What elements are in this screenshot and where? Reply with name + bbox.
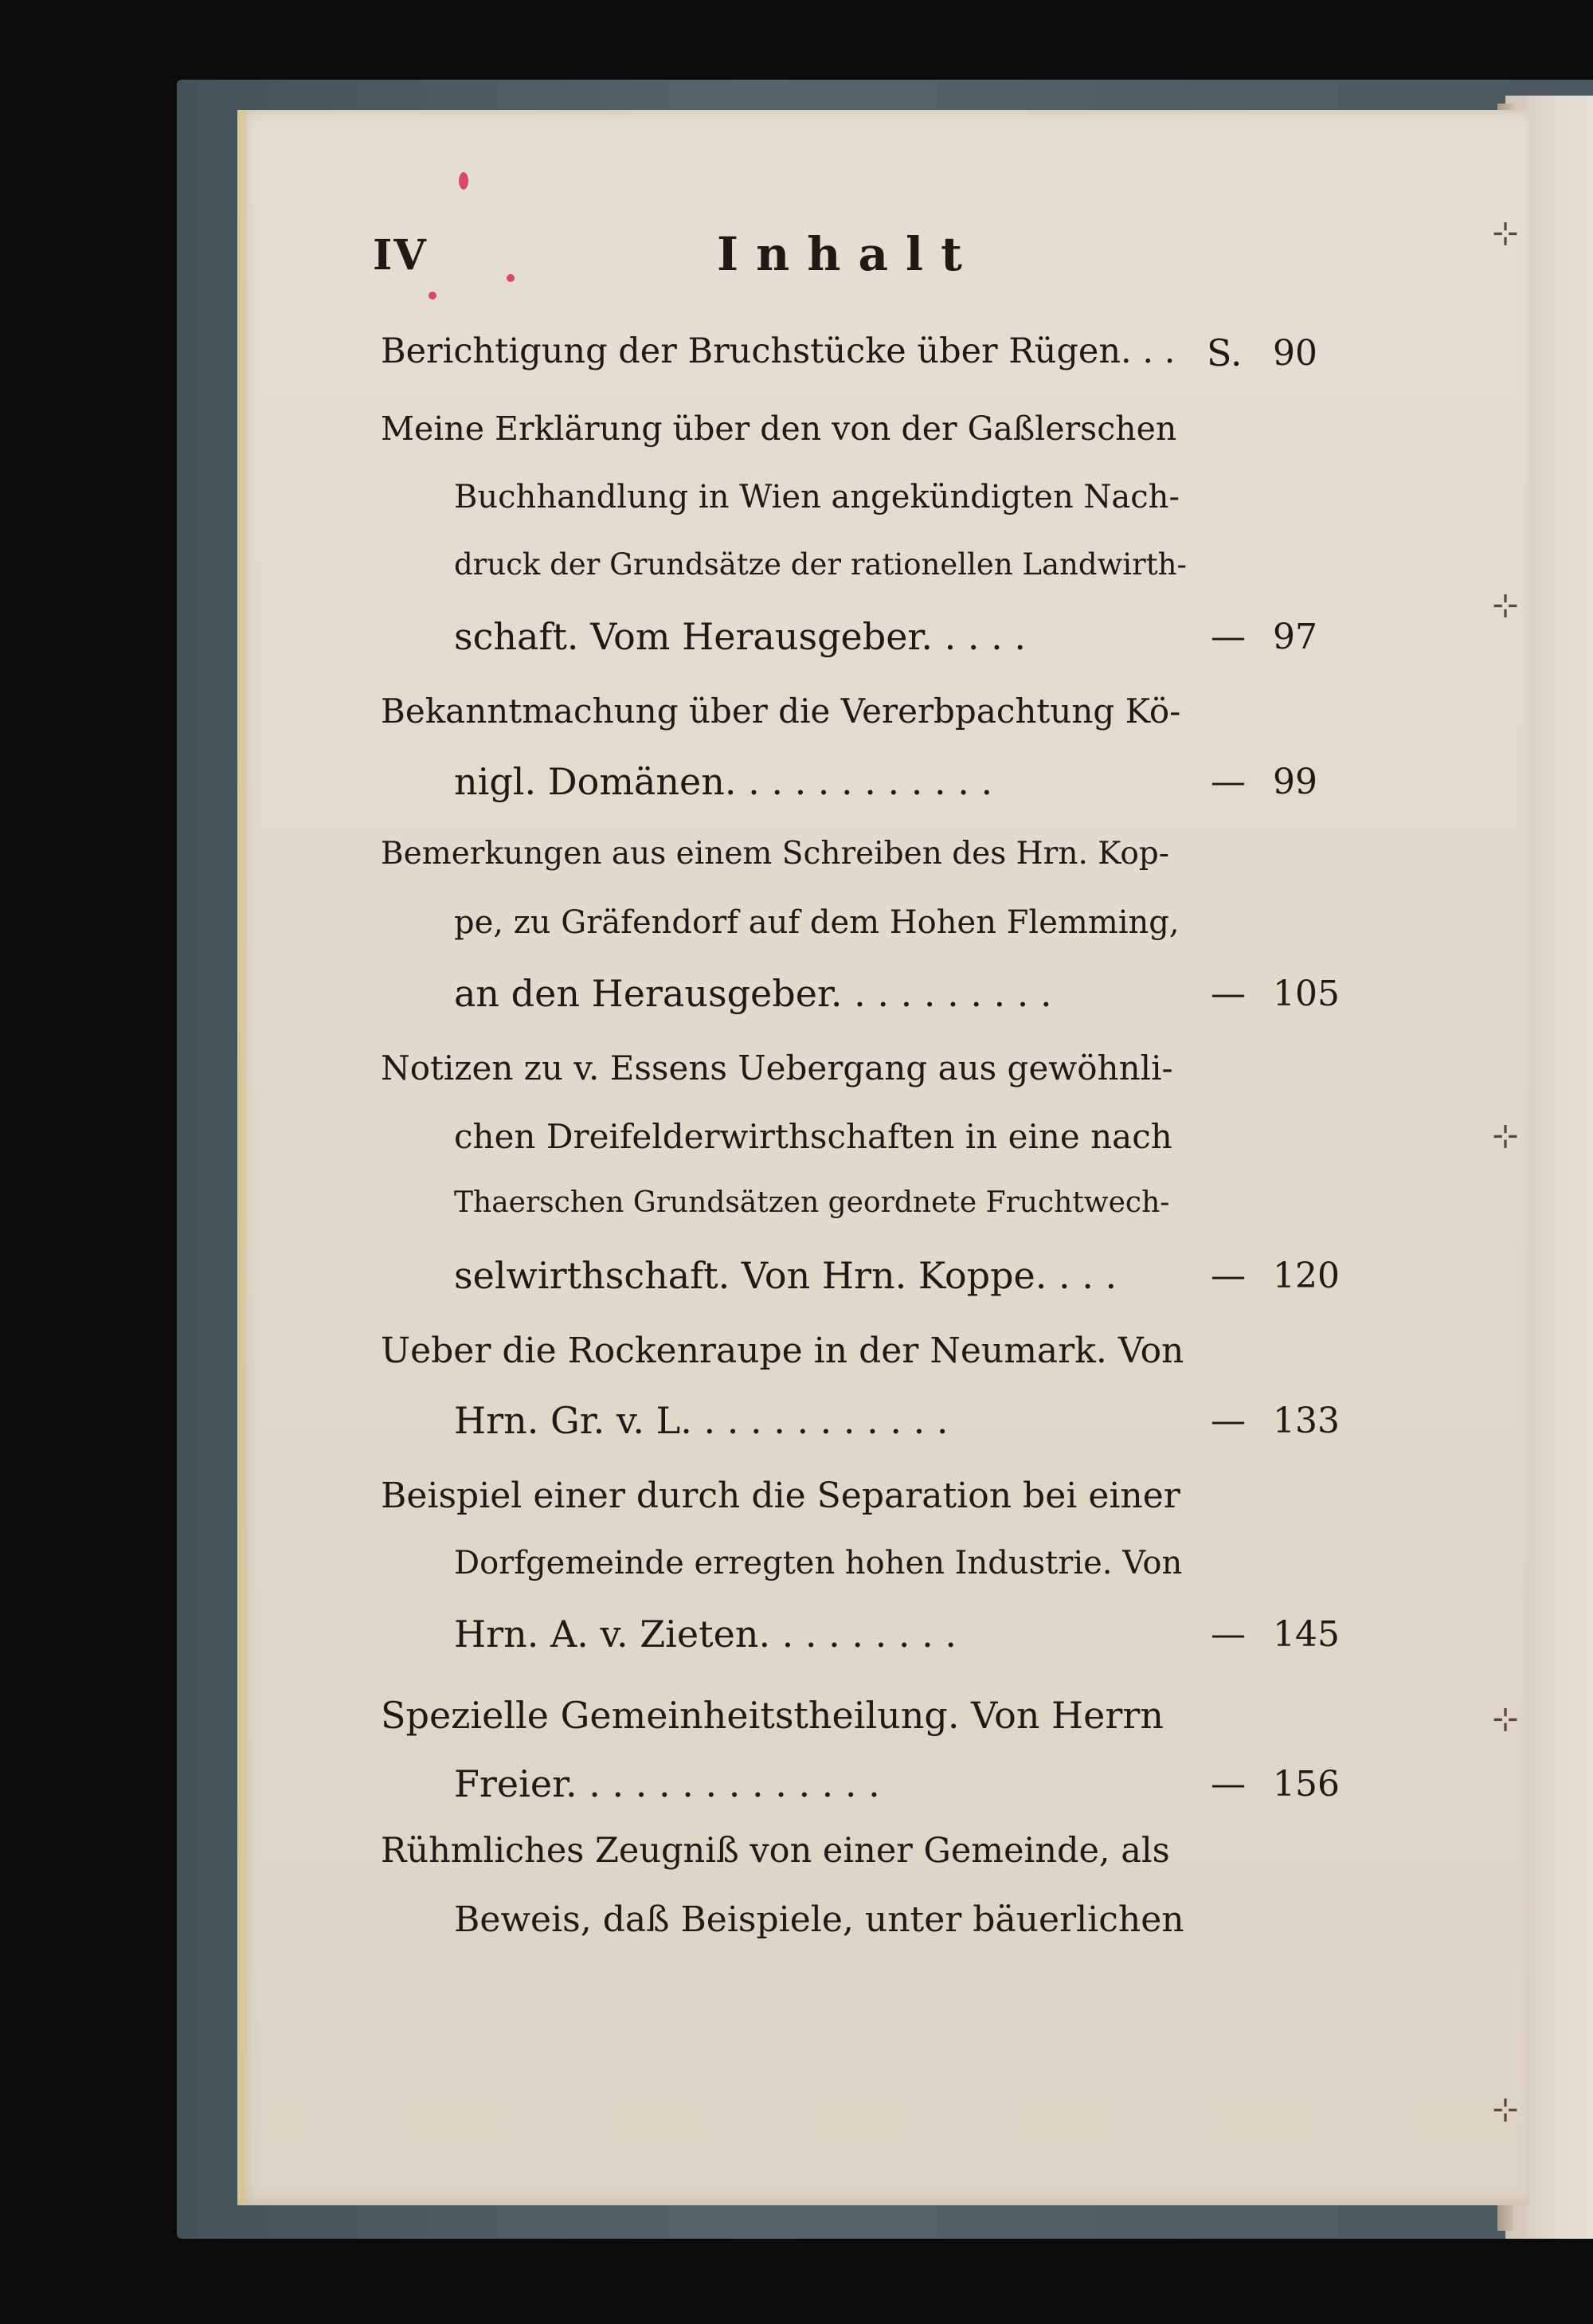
toc-entry-line: Beispiel einer durch die Separation bei einer (381, 1476, 1180, 1516)
toc-entry-line: chen Dreifelderwirthschaften in eine nach (454, 1117, 1172, 1156)
toc-entry-line: Ueber die Rockenraupe in der Neumark. Von (381, 1331, 1184, 1371)
toc-entry-line: Hrn. Gr. v. L. . . . . . . . . . . . (454, 1399, 949, 1442)
toc-ref-prefix: — (1211, 974, 1246, 1014)
toc-ref-prefix: — (1211, 1614, 1246, 1655)
toc-entry-line: selwirthschaft. Von Hrn. Koppe. . . . (454, 1254, 1117, 1297)
toc-entry-line: Buchhandlung in Wien angekündigten Nach- (454, 479, 1180, 515)
stitch-mark: ⊹ (1492, 1118, 1519, 1154)
toc-page-number: 90 (1273, 333, 1317, 374)
toc-entry-line: nigl. Domänen. . . . . . . . . . . . (454, 760, 993, 803)
toc-entry-line: Meine Erklärung über den von der Gaßlerschen (381, 410, 1177, 448)
toc-page-number: 97 (1273, 617, 1317, 657)
toc-page-number: 99 (1273, 762, 1317, 802)
toc-ref-prefix: — (1211, 617, 1246, 657)
toc-entry-line: Berichtigung der Bruchstücke über Rügen. . . (381, 331, 1176, 371)
page-number: IV (373, 231, 428, 280)
toc-entry-line: druck der Grundsätze der rationellen Landwirth- (454, 547, 1187, 582)
page-title: Inhalt (717, 227, 980, 281)
toc-entry-line: Freier. . . . . . . . . . . . . . (454, 1762, 880, 1805)
toc-ref-prefix: — (1211, 762, 1246, 802)
toc-ref-prefix: S. (1207, 331, 1243, 374)
toc-entry-line: Rühmliches Zeugniß von einer Gemeinde, als (381, 1831, 1170, 1871)
toc-entry-line: Thaerschen Grundsätzen geordnete Fruchtwech- (454, 1186, 1170, 1219)
ink-stain (507, 274, 515, 282)
toc-entry-line: Dorfgemeinde erregten hohen Industrie. Von (454, 1545, 1183, 1581)
toc-ref-prefix: — (1211, 1256, 1246, 1296)
stitch-mark: ⊹ (1492, 215, 1519, 252)
toc-entry-line: an den Herausgeber. . . . . . . . . . (454, 972, 1052, 1015)
toc-entry-line: Bemerkungen aus einem Schreiben des Hrn. Kop- (381, 836, 1169, 872)
toc-entry-line: Notizen zu v. Essens Uebergang aus gewöhnli- (381, 1048, 1173, 1088)
toc-ref-prefix: — (1211, 1401, 1246, 1441)
toc-entry-line: schaft. Vom Herausgeber. . . . . (454, 615, 1026, 658)
toc-page-number: 120 (1273, 1256, 1340, 1296)
toc-entry-line: Bekanntmachung über die Vererbpachtung Kö- (381, 692, 1181, 731)
toc-page-number: 156 (1273, 1764, 1340, 1805)
stitch-mark: ⊹ (1492, 1701, 1519, 1738)
ink-stain (459, 172, 468, 190)
toc-page-number: 105 (1273, 974, 1340, 1014)
stitch-mark: ⊹ (1492, 2091, 1519, 2128)
toc-page-number: 133 (1273, 1401, 1340, 1441)
stitch-mark: ⊹ (1492, 587, 1519, 624)
toc-page-number: 145 (1273, 1614, 1340, 1655)
toc-entry-line: Spezielle Gemeinheitstheilung. Von Herrn (381, 1694, 1164, 1737)
ink-stain (429, 292, 436, 300)
toc-entry-line: pe, zu Gräfendorf auf dem Hohen Flemming, (454, 904, 1180, 941)
page-edge (237, 110, 247, 2205)
toc-ref-prefix: — (1211, 1764, 1246, 1805)
toc-entry-line: Hrn. A. v. Zieten. . . . . . . . . (454, 1613, 957, 1656)
toc-entry-line: Beweis, daß Beispiele, unter bäuerlichen (454, 1899, 1184, 1940)
